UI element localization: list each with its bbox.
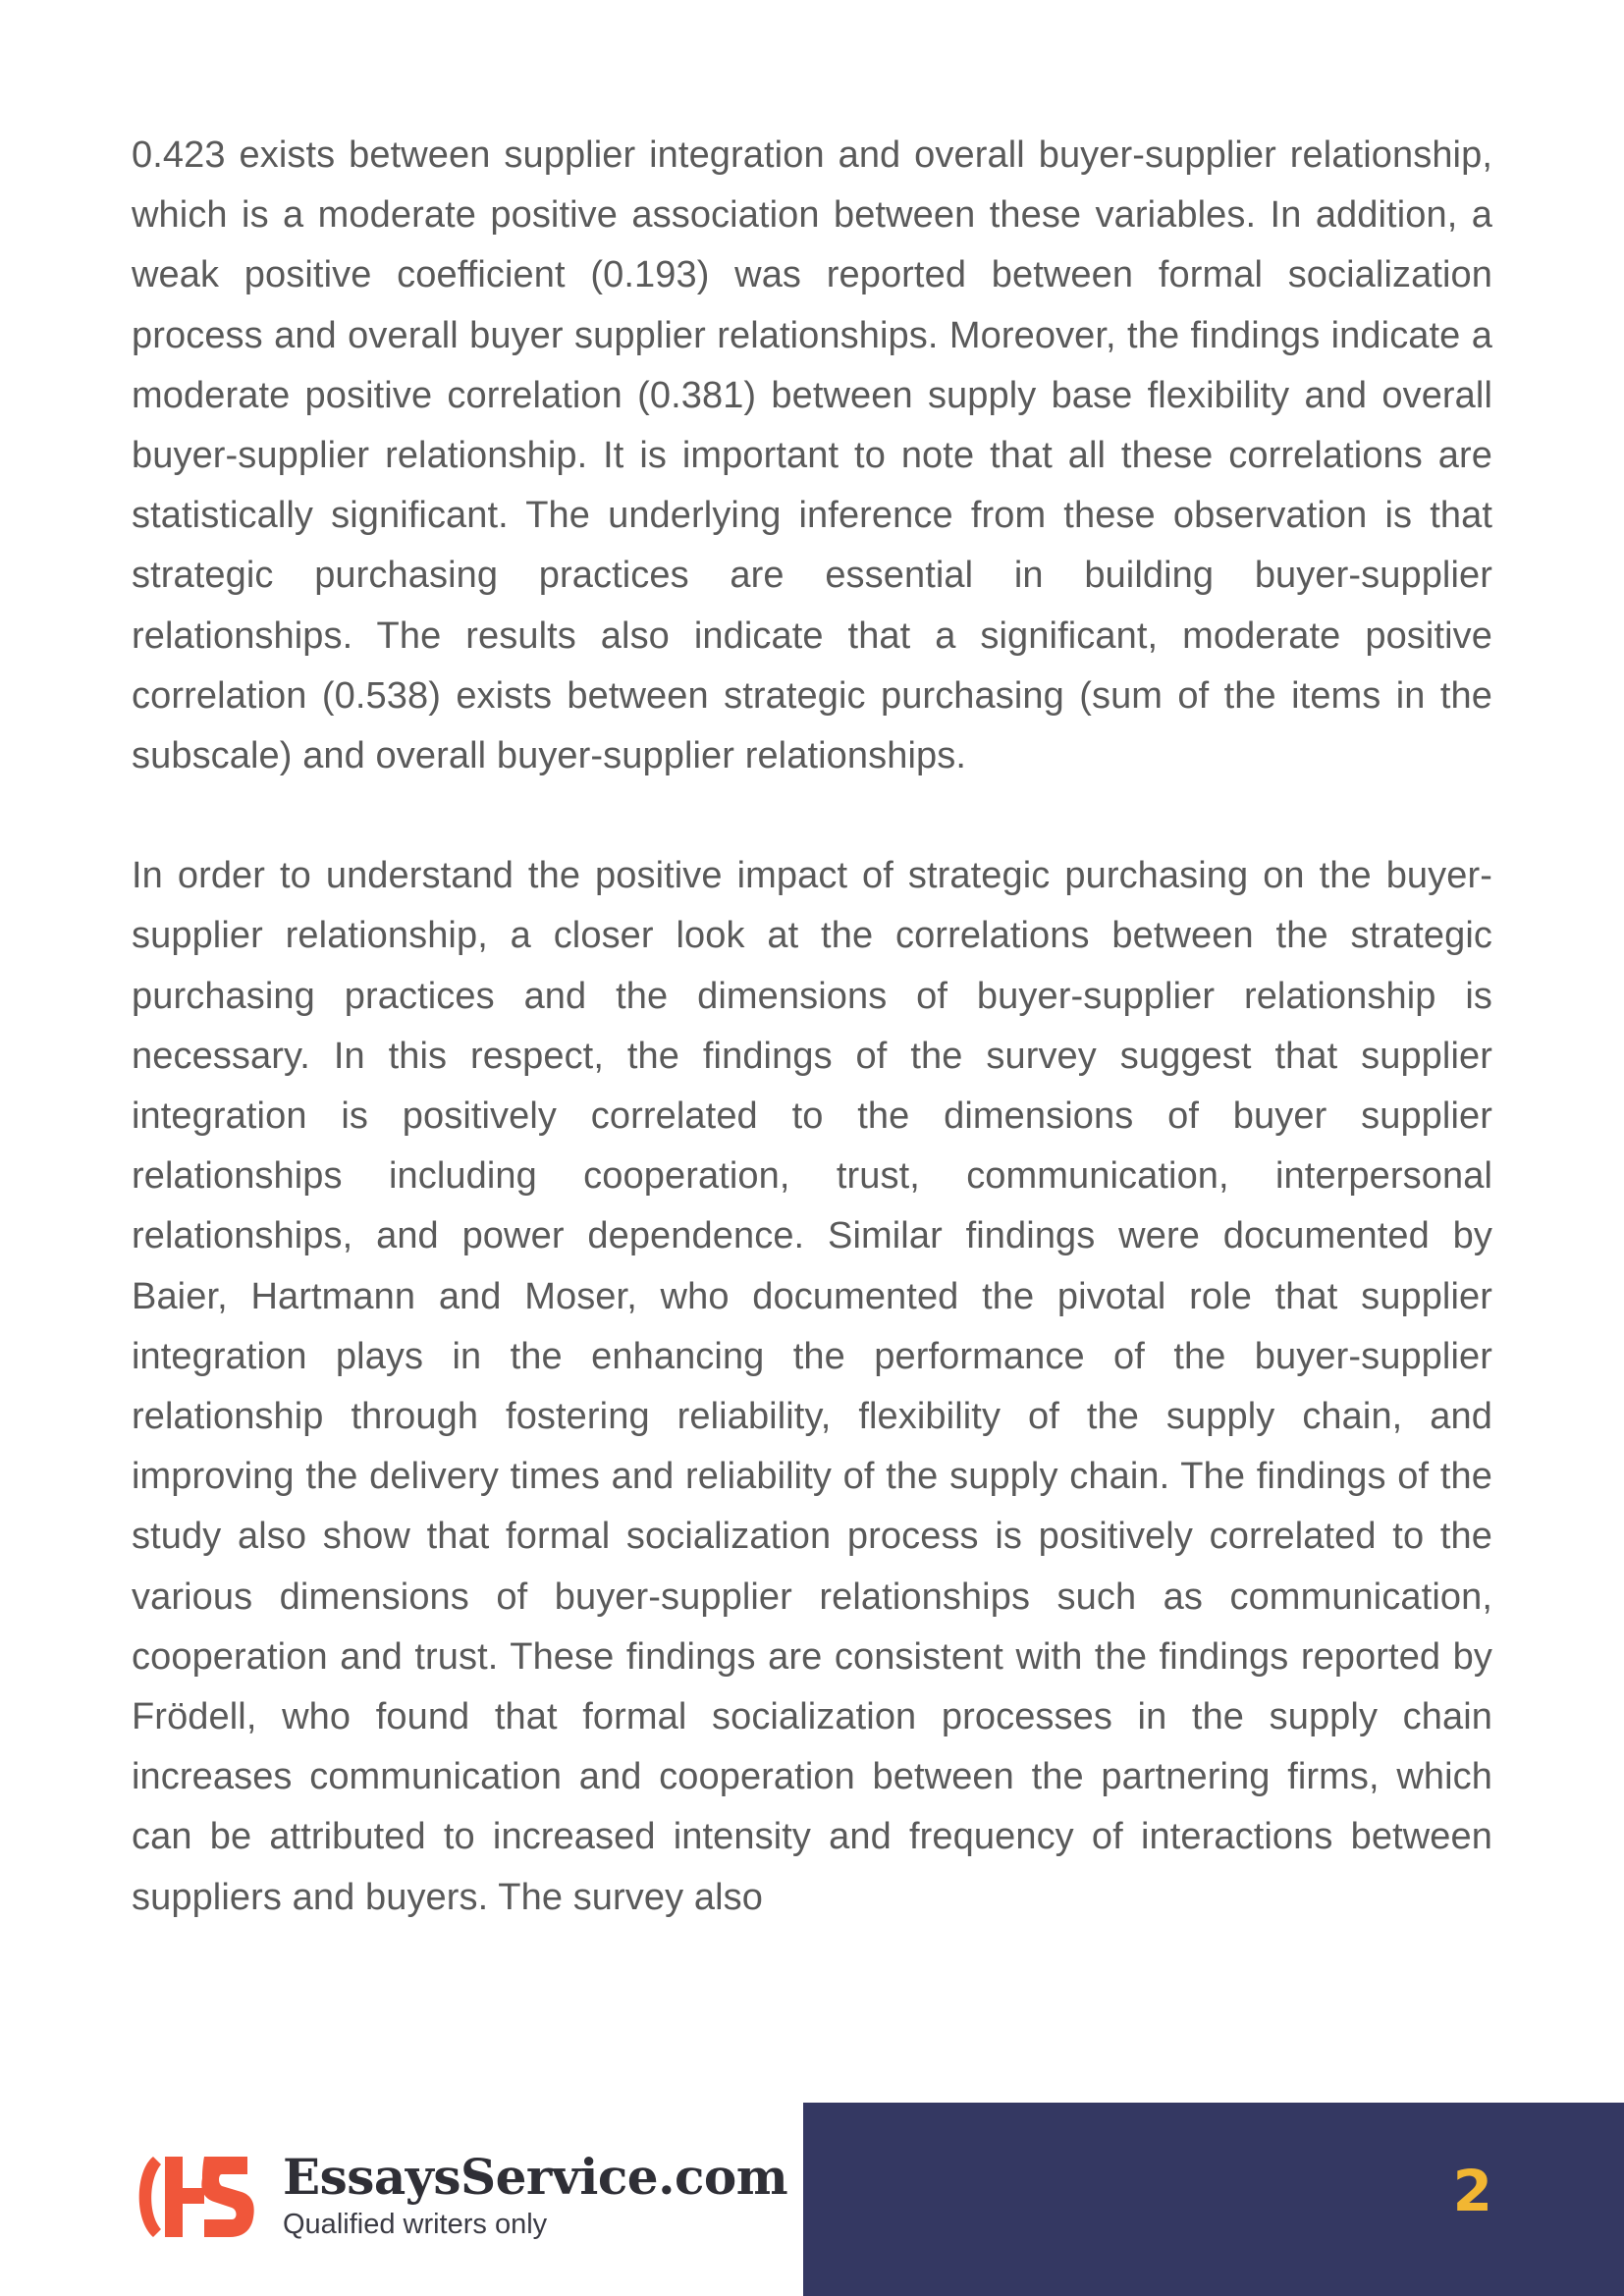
body-paragraph: 0.423 exists between supplier integration and overall buyer-supplier relationship, which is a moderate positive association between these variables. In addition, a weak positive coefficient (0.193) was reported between formal socialization process and overall buyer supplier relationships. Moreover, the findings indicate a moderate positive correlation (0.381) between supply base flexibility and overall buyer-supplier relationship. It is important to note that all these correlations are statistically significant. The underlying inference from these observation is that strategic purchasing practices are essential in building buyer-supplier relationships. The results also indicate that a significant, moderate positive correlation (0.538) exists between strategic purchasing (sum of the items in the subscale) and overall buyer-supplier relationships. (132, 134, 1492, 777)
brand-name: EssaysService.com (283, 2148, 788, 2206)
document-body (132, 126, 1492, 1928)
page-number-band (803, 2103, 1624, 2296)
brand-text (283, 2150, 787, 2242)
page-number: 2 (1452, 2158, 1492, 2224)
body-paragraph: In order to understand the positive impact of strategic purchasing on the buyer-supplier relationship, a closer look at the correlations between the strategic purchasing practices and the dimensions of buyer-supplier relationship is necessary. In this respect, the findings of the survey suggest that supplier integration is positively correlated to the dimensions of buyer supplier relationships including cooperation, trust, communication, interpersonal relationships, and power dependence. Similar findings were documented by Baier, Hartmann and Moser, who documented the pivotal role that supplier integration plays in the enhancing the performance of the buyer-supplier relationship through fostering reliability, flexibility of the supply chain, and improving the delivery times and reliability of the supply chain. The findings of the study also show that formal socialization process is positively correlated to the various dimensions of buyer-supplier relationships such as communication, cooperation and trust. These findings are consistent with the findings reported by Frödell, who found that formal socialization processes in the supply chain increases communication and cooperation between the partnering firms, which can be attributed to increased intensity and frequency of interactions between suppliers and buyers. The survey also (132, 855, 1492, 1918)
page-footer (0, 2103, 1624, 2296)
es-logo-icon (132, 2149, 259, 2243)
brand-block (132, 2142, 787, 2250)
brand-tagline: Qualified writers only (283, 2209, 548, 2240)
